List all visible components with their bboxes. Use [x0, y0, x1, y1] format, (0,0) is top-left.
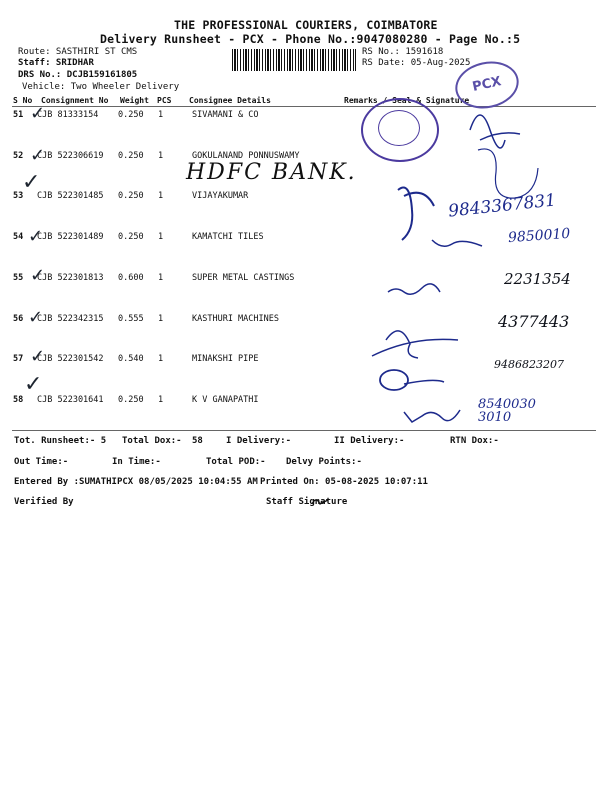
- row-weight: 0.540: [118, 354, 144, 364]
- row-consignment-no: CJB 81333154: [37, 110, 99, 120]
- handwritten-hdfc-bank: HDFC BANK.: [186, 160, 357, 185]
- row-consignment-no: CJB 522301489: [37, 232, 104, 242]
- col-sno: S No: [13, 96, 33, 105]
- row-consignee: SIVAMANI & CO: [192, 110, 259, 120]
- staff-label: Staff: SRIDHAR: [18, 58, 94, 68]
- row-pcs: 1: [158, 395, 164, 405]
- route-label: Route: SASTHIRI ST CMS: [18, 47, 138, 57]
- rtn-dox: RTN Dox:-: [450, 436, 499, 446]
- row-consignee: SUPER METAL CASTINGS: [192, 273, 295, 283]
- verified-by: Verified By: [14, 497, 74, 507]
- row-sno: 51: [13, 110, 24, 120]
- check-icon: ✓: [30, 346, 46, 367]
- in-time: In Time:-: [112, 457, 161, 467]
- row-consignment-no: CJB 522301813: [37, 273, 104, 283]
- row-consignment-no: CJB 522301542: [37, 354, 104, 364]
- row-sno: 58: [13, 395, 24, 405]
- row-pcs: 1: [158, 191, 164, 201]
- pcx-stamp: PCX: [451, 56, 523, 114]
- row-sno: 54: [13, 232, 24, 242]
- row-consignee: KASTHURI MACHINES: [192, 314, 279, 324]
- row-pcs: 1: [158, 354, 164, 364]
- check-icon: ✓: [30, 145, 46, 166]
- check-icon: ✓: [28, 307, 44, 328]
- col-weight: Weight: [120, 96, 149, 105]
- row-consignment-no: CJB 522301641: [37, 395, 104, 405]
- handwritten-phone-2: 9850010: [507, 225, 571, 247]
- row-consignee: MINAKSHI PIPE: [192, 354, 259, 364]
- row-weight: 0.555: [118, 314, 144, 324]
- col-consignment: Consignment No: [41, 96, 109, 105]
- row-weight: 0.250: [118, 395, 144, 405]
- total-dox-label: Total Dox:-: [122, 436, 182, 446]
- row-weight: 0.250: [118, 191, 144, 201]
- row-consignee: VIJAYAKUMAR: [192, 191, 249, 201]
- handwritten-phone-3: 2231354: [504, 270, 571, 288]
- staff-signature: Staff Signature: [266, 497, 348, 507]
- row-consignment-no: CJB 522301485: [37, 191, 104, 201]
- handwritten-phone-5: 9486823207: [494, 358, 564, 371]
- check-icon: ✓: [30, 103, 46, 124]
- rs-date: RS Date: 05-Aug-2025: [362, 58, 471, 68]
- row-pcs: 1: [158, 232, 164, 242]
- row-consignment-no: CJB 522306619: [37, 151, 104, 161]
- total-pod: Total POD:-: [206, 457, 266, 467]
- check-icon: ✓: [30, 265, 46, 286]
- handwritten-phone-1: 9843367831: [447, 190, 557, 222]
- row-weight: 0.250: [118, 110, 144, 120]
- i-delivery: I Delivery:-: [226, 436, 292, 446]
- row-weight: 0.250: [118, 232, 144, 242]
- row-consignee: K V GANAPATHI: [192, 395, 259, 405]
- row-pcs: 1: [158, 314, 164, 324]
- runsheet-subtitle: Delivery Runsheet - PCX - Phone No.:9047080280 - Page No.:5: [100, 32, 521, 46]
- check-icon: ✓: [22, 170, 41, 195]
- check-icon: ✓: [24, 372, 43, 397]
- row-sno: 56: [13, 314, 24, 324]
- drs-number: DRS No.: DCJB159161805: [18, 70, 138, 80]
- row-pcs: 1: [158, 110, 164, 120]
- row-sno: 53: [13, 191, 24, 201]
- col-remarks: Remarks / Seal & Signature: [344, 96, 470, 105]
- row-pcs: 1: [158, 273, 164, 283]
- printed-on: Printed On: 05-08-2025 10:07:11: [260, 477, 428, 487]
- row-consignment-no: CJB 522342315: [37, 314, 104, 324]
- row-sno: 57: [13, 354, 24, 364]
- row-pcs: 1: [158, 151, 164, 161]
- row-sno: 52: [13, 151, 24, 161]
- delivery-points: Delvy Points:-: [286, 457, 362, 467]
- handwritten-phone-4: 4377443: [498, 312, 570, 331]
- out-time: Out Time:-: [14, 457, 69, 467]
- handwritten-phone-6: 8540030 3010: [478, 397, 536, 425]
- row-weight: 0.250: [118, 151, 144, 161]
- company-name: THE PROFESSIONAL COURIERS, COIMBATORE: [174, 18, 438, 32]
- row-sno: 55: [13, 273, 24, 283]
- vehicle-label: Vehicle: Two Wheeler Delivery: [22, 82, 180, 92]
- row-weight: 0.600: [118, 273, 144, 283]
- footer-divider: [12, 430, 596, 431]
- rs-number: RS No.: 1591618: [362, 47, 444, 57]
- row-consignee: KAMATCHI TILES: [192, 232, 264, 242]
- col-pcs: PCS: [157, 96, 172, 105]
- row-consignee: GOKULANAND PONNUSWAMY: [192, 151, 300, 161]
- total-runsheet: Tot. Runsheet:- 5: [14, 436, 107, 446]
- entered-by: Entered By :SUMATHIPCX 08/05/2025 10:04:55 AM: [14, 477, 258, 487]
- total-dox-value: 58: [192, 436, 203, 446]
- ii-delivery: II Delivery:-: [334, 436, 405, 446]
- col-consignee: Consignee Details: [189, 96, 271, 105]
- check-icon: ✓: [28, 226, 44, 247]
